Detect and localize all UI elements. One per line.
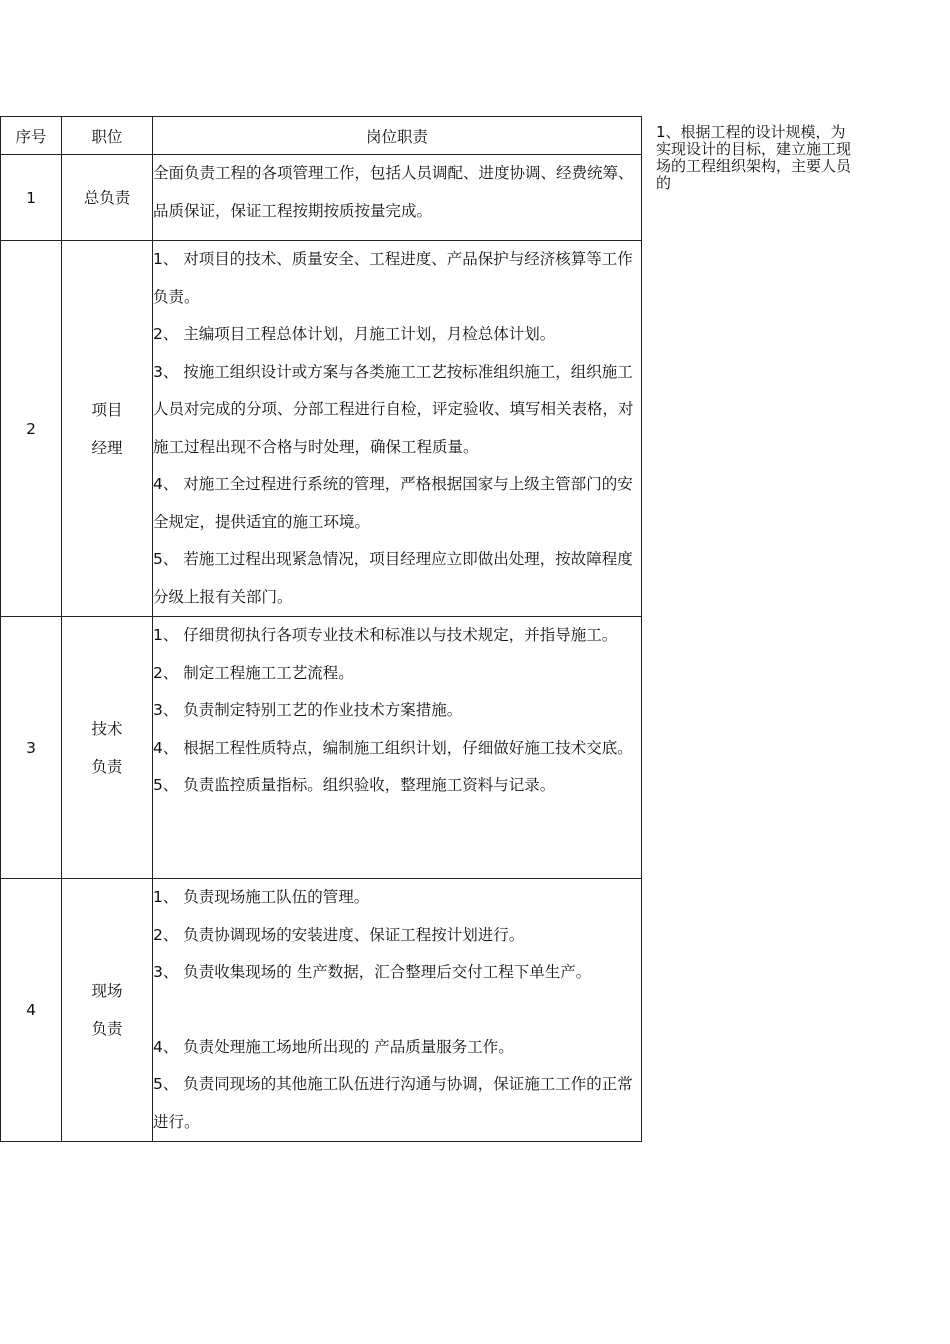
row-role <box>62 617 153 879</box>
duty-item: 5、 负责同现场的其他施工队伍进行沟通与协调，保证施工工作的正常进行。 <box>153 1075 633 1131</box>
duty-item: 3、 按施工组织设计或方案与各类施工工艺按标准组织施工，组织施工人员对完成的分项、分部工程进行自检，评定验收、填写相关表格，对施工过程出现不合格与时处理，确保工程质量。 <box>153 362 634 456</box>
duty-item: 5、 若施工过程出现紧急情况，项目经理应立即做出处理，按故障程度分级上报有关部门。 <box>153 550 633 606</box>
table-row <box>1 617 642 879</box>
table-row <box>1 155 642 241</box>
header-duties: 岗位职责 <box>153 117 642 155</box>
table-row <box>1 241 642 617</box>
duty-item: 1、 负责现场施工队伍的管理。 <box>153 888 370 906</box>
row-role <box>62 241 153 617</box>
header-seq: 序号 <box>1 117 62 155</box>
duty-item: 4、 对施工全过程进行系统的管理，严格根据国家与上级主管部门的安全规定，提供适宜的施工环境。 <box>153 475 633 531</box>
role-line: 项目 <box>91 400 123 419</box>
header-row <box>1 117 642 155</box>
row-seq: 4 <box>1 879 62 1142</box>
duty-item: 1、 对项目的技术、质量安全、工程进度、产品保护与经济核算等工作负责。 <box>153 250 633 306</box>
row-duties <box>153 241 642 617</box>
row-duties <box>153 155 642 241</box>
duty-item: 4、 负责处理施工场地所出现的 产品质量服务工作。 <box>153 1037 514 1056</box>
duty-item: 3、 负责收集现场的 生产数据，汇合整理后交付工程下单生产。 <box>153 963 592 981</box>
row-role <box>62 879 153 1142</box>
row-seq: 2 <box>1 241 62 617</box>
role-line: 现场 <box>91 982 123 1000</box>
duty-item: 4、 根据工程性质特点，编制施工组织计划，仔细做好施工技术交底。 <box>153 738 633 757</box>
role-line: 技术 <box>91 719 123 738</box>
row-seq: 3 <box>1 617 62 879</box>
row-duties <box>153 879 642 1142</box>
row-duties <box>153 617 642 879</box>
row-seq: 1 <box>1 155 62 241</box>
role-line: 经理 <box>91 438 123 457</box>
duty-item: 3、 负责制定特别工艺的作业技术方案措施。 <box>153 701 463 719</box>
role-line: 总负责 <box>83 188 131 207</box>
duty-item: 2、 制定工程施工工艺流程。 <box>153 663 354 682</box>
duty-item: 1、 仔细贯彻执行各项专业技术和标准以与技术规定，并指导施工。 <box>153 626 618 644</box>
duty-item: 2、 负责协调现场的安装进度、保证工程按计划进行。 <box>153 925 525 944</box>
duty-item: 2、 主编项目工程总体计划，月施工计划，月检总体计划。 <box>153 325 556 343</box>
role-line: 负责 <box>91 757 123 776</box>
duty-item: 全面负责工程的各项管理工作，包括人员调配、进度协调、经费统筹、品质保证，保证工程按期按质按量完成。 <box>153 164 634 220</box>
side-note: 1、根据工程的设计规模，为实现设计的目标，建立施工现场的工程组织架构，主要人员的 <box>656 123 852 192</box>
table-row <box>1 879 642 1142</box>
duty-item: 5、 负责监控质量指标。组织验收，整理施工资料与记录。 <box>153 776 556 794</box>
header-position: 职位 <box>62 117 153 155</box>
row-role <box>62 155 153 241</box>
duty-table <box>0 116 642 1142</box>
role-line: 负责 <box>91 1020 123 1038</box>
